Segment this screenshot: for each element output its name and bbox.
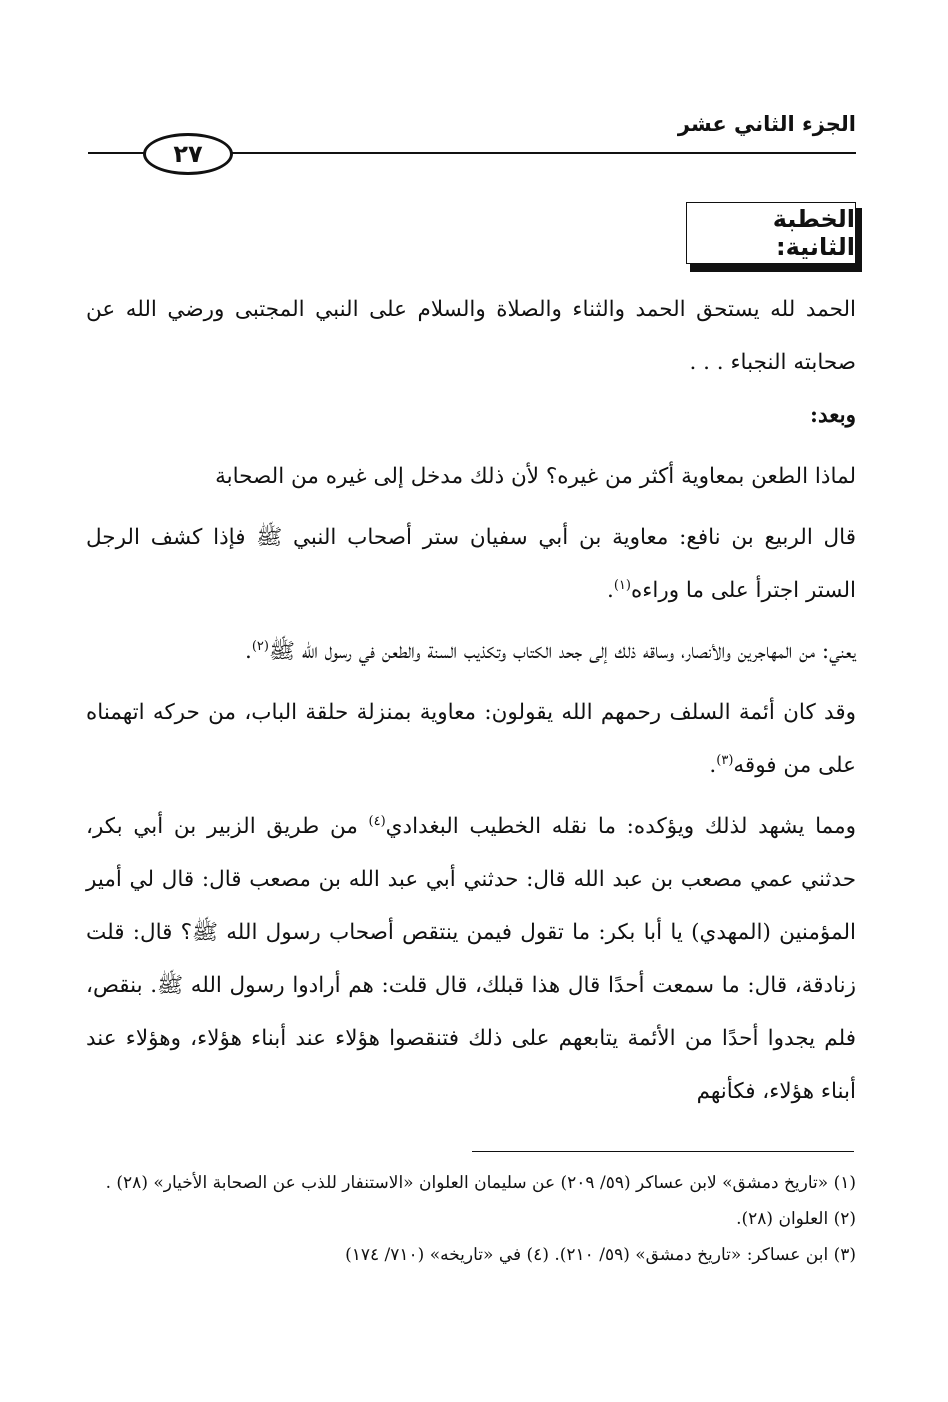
paragraph-khatib [86, 800, 856, 1118]
footnote-ref-1: (١) [613, 577, 631, 593]
footnote-ref-2: (٢) [251, 638, 269, 654]
footnote-ref-4: (٤) [368, 813, 386, 829]
paragraph-khatib-text-b: من طريق الزبير بن أبي بكر، حدثني عمي مصعب بن عبد الله قال: حدثني أبي عبد الله بن مصعب قال: قال لي أمير المؤمنين (المهدي) يا أبا بكر: ما تقول فيمن ينتقص أصحاب رسول الله ﷺ؟ قال: قلت زنادقة، قال: ما سمعت أحدًا قال هذا قبلك، قال قلت: هم أرادوا رسول الله ﷺ. بنقص، فلم يجدوا أحدًا من الأئمة يتابعهم على ذلك فتنقصوا هؤلاء عند أبناء هؤلاء، وهؤلاء عند أبناء هؤلاء، فكأنهم [86, 814, 856, 1104]
paragraph-yani-end: . [245, 639, 252, 664]
paragraph-salaf-text: وقد كان أئمة السلف رحمهم الله يقولون: معاوية بمنزلة حلقة الباب، من حركه اتهمناه على من فوقه [86, 700, 856, 778]
body-text [86, 283, 856, 1118]
running-header-title: الجزء الثاني عشر [677, 112, 856, 136]
section-title: الخطبة الثانية: [686, 202, 856, 264]
paragraph-question: لماذا الطعن بمعاوية أكثر من غيره؟ لأن ذلك مدخل إلى غيره من الصحابة [215, 464, 856, 489]
page-number: ٢٧ [173, 140, 203, 168]
footnotes [86, 1165, 856, 1273]
paragraph-khatib-text-a: ومما يشهد لذلك ويؤكده: ما نقله الخطيب البغدادي [385, 814, 857, 839]
section-title-box [686, 202, 856, 264]
paragraph-salaf [86, 686, 856, 792]
paragraph-yani-text: يعني: من المهاجرين والأنصار، وساقه ذلك إلى جحد الكتاب وتكذيب السنة والطعن في رسول الله ﷺ [268, 639, 856, 664]
page-number-oval [143, 133, 233, 175]
paragraph-rabi-end: . [606, 578, 614, 603]
footnote-3: (٣) ابن عساكر: «تاريخ دمشق» (٥٩/ ٢١٠). (٤) في «تاريخه» (٧١٠/ ١٧٤) [345, 1245, 856, 1265]
paragraph-rabi-quote [86, 511, 856, 617]
paragraph-salaf-end: . [709, 753, 717, 778]
footnote-ref-3: (٣) [716, 752, 734, 768]
paragraph-rabi-text: قال الربيع بن نافع: معاوية بن أبي سفيان ستر أصحاب النبي ﷺ فإذا كشف الرجل الستر اجترأ على ما وراءه [86, 525, 856, 603]
footnote-2: (٢) العلوان (٢٨). [736, 1209, 856, 1229]
footnote-1: (١) «تاريخ دمشق» لابن عساكر (٥٩/ ٢٠٩) عن سليمان العلوان «الاستنفار للذب عن الصحابة الأخيار» (٢٨) . [105, 1173, 856, 1193]
paragraph-wabad: وبعد: [810, 403, 856, 428]
paragraph-opening: الحمد لله يستحق الحمد والثناء والصلاة والسلام على النبي المجتبى ورضي الله عن صحابته النجباء . . . [86, 297, 856, 375]
paragraph-yani [86, 625, 856, 678]
footnote-separator [472, 1151, 854, 1152]
